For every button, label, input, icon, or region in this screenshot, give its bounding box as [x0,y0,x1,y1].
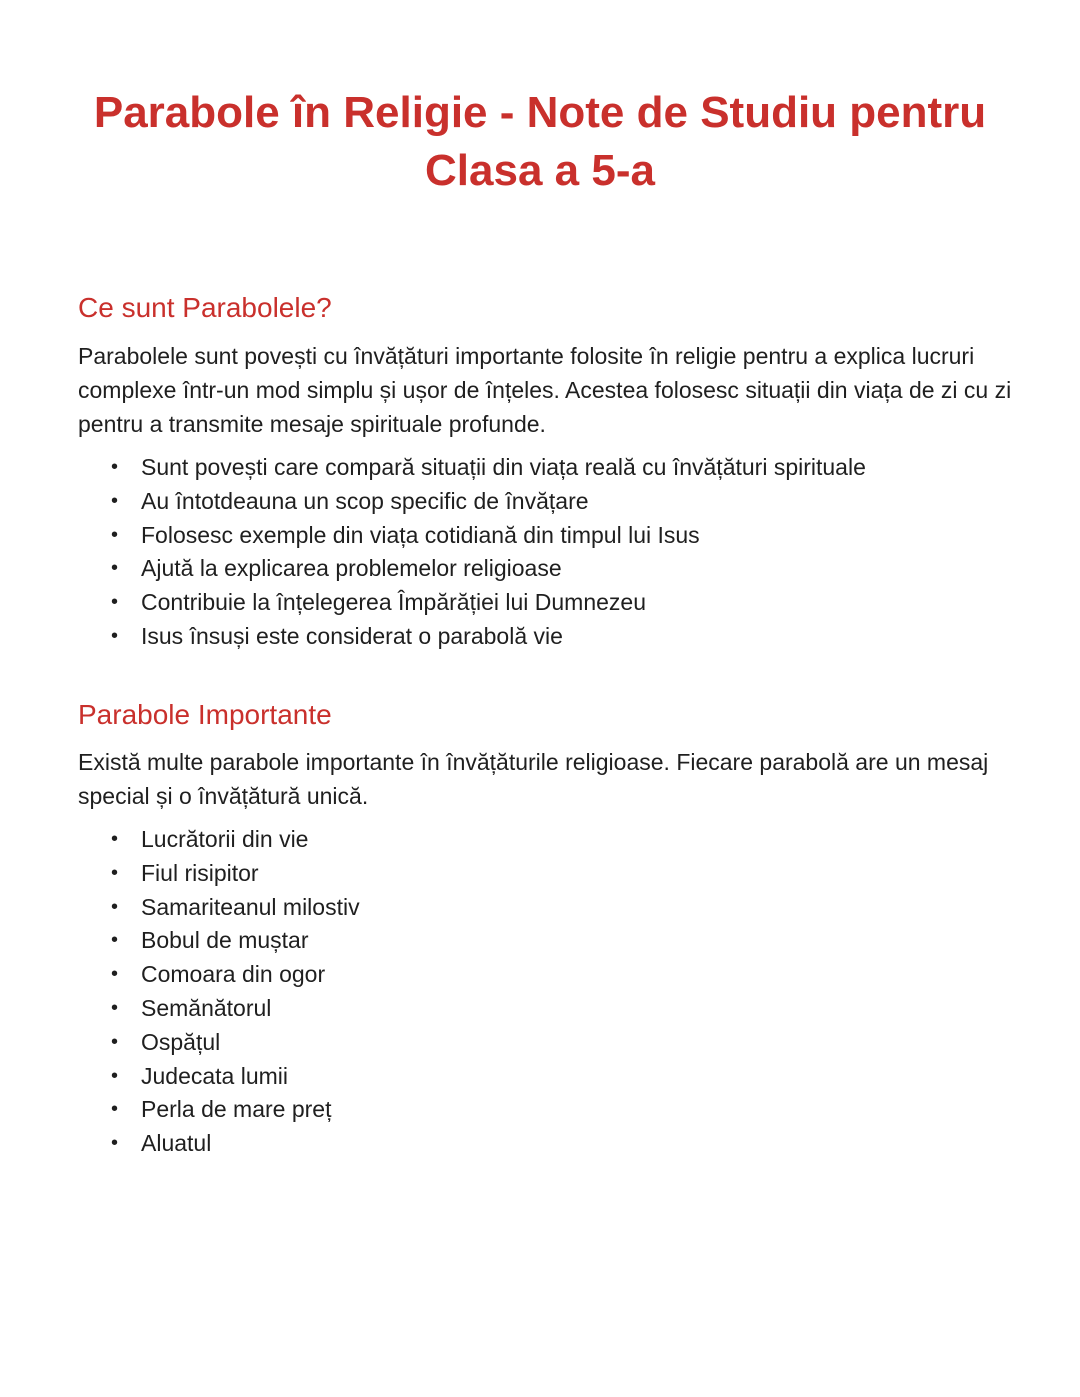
list-item-text: Semănătorul [141,994,272,1021]
list-item [100,1127,360,1161]
bullet-icon: • [111,624,119,647]
bullet-icon: • [111,557,119,580]
section-heading-what-are-parables: Ce sunt Parabolele? [78,292,332,323]
page-title: Parabole în Religie - Note de Studiu pentru Clasa a 5-a [93,88,987,195]
bullet-icon: • [111,1064,119,1087]
bullet-icon: • [111,591,119,614]
bullet-icon: • [111,861,119,884]
list-item-text: Folosesc exemple din viața cotidiană din timpul lui Isus [141,521,700,548]
list-item [100,958,360,992]
bullet-icon: • [111,489,119,512]
list-item-text: Judecata lumii [141,1062,289,1089]
list-item [100,1093,360,1127]
list-item-text: Aluatul [141,1130,212,1157]
bullet-icon: • [111,1098,119,1121]
list-item-text: Sunt povești care compară situații din viața reală cu învățături spirituale [141,454,866,480]
list-item [100,451,866,485]
bullet-icon: • [111,1030,119,1053]
bullet-list-important-parables [100,823,360,1161]
list-item-text: Isus însuși este considerat o parabolă vie [141,622,563,649]
list-item [100,992,360,1026]
list-item-text: Perla de mare preț [141,1096,332,1123]
list-item-text: Ospățul [141,1028,221,1055]
list-item-text: Au întotdeauna un scop specific de învățare [141,487,589,514]
list-item [100,519,866,553]
list-item [100,823,360,857]
bullet-icon: • [111,828,119,850]
bullet-icon: • [111,456,119,478]
bullet-icon: • [111,963,119,986]
bullet-list-parable-traits [100,451,866,654]
list-item [100,620,866,654]
section-paragraph-what-are-parables: Parabolele sunt povești cu învățături importante folosite în religie pentru a explica lucruri complexe într-un mod simplu și ușor de înțeles. Acestea folosesc situații din viața de zi cu zi pentru a transmite mesaje spirituale profunde. [78,343,1012,437]
bullet-icon: • [111,1132,119,1155]
bullet-icon: • [111,996,119,1019]
bullet-icon: • [111,895,119,918]
list-item-text: Contribuie la înțelegerea Împărăției lui Dumnezeu [141,589,647,616]
list-item-text: Samariteanul milostiv [141,893,360,920]
list-item-text: Comoara din ogor [141,961,326,988]
list-item [100,891,360,925]
section-paragraph-important-parables: Există multe parabole importante în învățăturile religioase. Fiecare parabolă are un mesaj special și o învățătură unică. [78,749,989,809]
bullet-icon: • [111,523,119,546]
list-item-text: Ajută la explicarea problemelor religioase [141,555,562,582]
section-heading-important-parables: Parabole Importante [78,699,332,730]
list-item [100,485,866,519]
list-item-text: Fiul risipitor [141,859,259,886]
list-item [100,857,360,891]
list-item [100,1026,360,1060]
list-item-text: Bobul de muștar [141,927,309,954]
bullet-icon: • [111,929,119,952]
list-item [100,586,866,620]
list-item [100,552,866,586]
list-item [100,1060,360,1094]
list-item [100,924,360,958]
list-item-text: Lucrătorii din vie [141,826,309,852]
